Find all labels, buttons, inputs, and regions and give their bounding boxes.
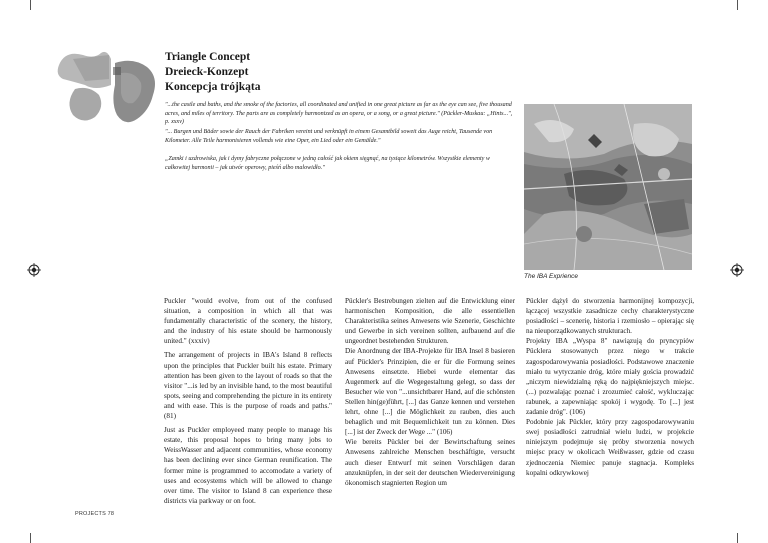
paragraph: Die Anordnung der IBA-Projekte für IBA Insel 8 basieren auf Pückler's Prinzipien, die er für die Formung seines Anwesens einsetzte. Hiebei wurde elementar das Augenmerk auf die Wegegestaltung gelegt, so dass der Besucher wie von "...unsichtbarer Hand, auf die schönsten Stellen hin(ge)führt, [...] das Ganze kennen und verstehen lehrt, ohne [...] die Möglichkeit zu rauben, dies auch behaglich und mit Bequemlichkeit tun zu können. Dies [...] ist der Zweck der Wege ..." (106): [345, 347, 515, 437]
column-german: [345, 296, 515, 488]
paragraph: Puckler "would evolve, from out of the confused situation, a composition in which all that was fundamentally characteristic of the scenery, the history, and the industry of his estate should be harmonously united." (xxxiv): [164, 297, 332, 346]
photo-caption: The IBA Exprience: [524, 273, 578, 280]
crop-mark-top-left: [30, 0, 31, 10]
paragraph: Projekty IBA „Wyspa 8" nawiązują do pryncypiów Pücklera stosowanych przez niego w trakcie zagospodarowywania posiadłości. Podstawowe znaczenie miało tu wytyczanie dróg, które miały gościa prowadzić „niczym niewidzialną ręką do najpiękniejszych miejsc. (...) pozwalając poznać i zrozumieć całość, wykluczając rabunek, a zapewniając spokój i wygodę. To [...] jest zadanie dróg". (106): [526, 337, 694, 417]
quote-german: "... Burgen und Bäder sowie der Rauch der Fabriken vereint und verknüpft in einem Gesamtbild soweit das Auge reicht, Tausende von Kilometer. Alle Teile harmonisieren vollends wie eine Oper, ein Lied oder ein Gemälde.": [165, 129, 493, 144]
quote-english: "...the castle and baths, and the smoke of the factories, all coordinated and unified in one great picture as far as the eye can see, five thousand acres, and miles of territory. The parts are as completely harmonized as an opera, or a song, or a great picture." (Pückler-Muskau: „Hints...", p. xxxv): [165, 102, 513, 126]
column-english: [164, 296, 332, 510]
title-german: Dreieck-Konzept: [165, 66, 249, 78]
title-polish: Koncepcja trójkąta: [165, 81, 261, 93]
paragraph: Podobnie jak Pückler, który przy zagospodarowywaniu swej posiadłości zatrudniał wielu ludzi, w projekcie niniejszym podejmuje się próby stworzenia nowych miejsc pracy w okolicach Weißwasser, gdzie od czasu zjednoczenia Niemiec panuje stagnacja. Kompleks kopalni odkrywkowej: [526, 418, 694, 477]
paragraph: Just as Puckler employeed many people to manage his estate, this proposal hopes to bring many jobs to WeissWasser and adjacent communities, whose economy has been declining ever since German reunification. The former mine is programmed to accomodate a variety of uses and ecosystems which will be allowed to change over time. The visitor to Island 8 can experience these districts via parkway or on foot.: [164, 426, 332, 505]
column-polish: [526, 296, 694, 478]
title-english: Triangle Concept: [165, 51, 251, 63]
crop-mark-bottom-right: [737, 533, 738, 543]
registration-mark-icon: [27, 263, 41, 277]
crop-mark-bottom-left: [30, 533, 31, 543]
paragraph: Pückler's Bestrebungen zielten auf die Entwicklung einer harmonischen Komposition, die alle essentiellen Charakteristika seines Anwesens wie Szenerie, Geschichte und Gewerbe in sich vereinen sollten, aufbauend auf die ungeordnet bestehenden Strukturen.: [345, 297, 515, 346]
aerial-photo: [524, 104, 692, 270]
page-folio: PROJECTS 78: [75, 511, 115, 517]
quote-polish: „Zamki i uzdrowiska, jak i dymy fabryczne połączone w jedną całość jak okiem sięgnąć, na tysiące kilometrów. Wszystkie elementy w całkowitej harmonii – jak utwór operowy, pieśń albo malowidło.": [165, 156, 490, 171]
title-block: [165, 50, 261, 95]
triangle-concept-logo: [55, 45, 160, 130]
registration-mark-icon: [730, 263, 744, 277]
paragraph: The arrangement of projects in IBA's Island 8 reflects upon the principles that Puckler built his estate. Primary attention has been given to the layout of roads so that the visitor "...is led by an invisible hand, to the most beautiful spots, seeing and comprehending the picture in its entirety and with ease. This is the purpose of roads and paths." (81): [164, 351, 332, 421]
paragraph: Wie bereits Pückler bei der Bewirtschaftung seines Anwesens zahlreiche Menschen beschäftigte, versucht auch dieser Entwurf mit seinen Vorschlägen daran anzuknüpfen, in der seit der deutschen Wiedervereinigung ökonomisch stagnierten Region um: [345, 438, 515, 487]
crop-mark-top-right: [737, 0, 738, 10]
paragraph: Pückler dążył do stworzenia harmonijnej kompozycji, łączącej wszystkie zasadnicze cechy charakterystyczne posiadłości – scenerię, historia i rzemiosło – opierając się na nieuporządkowanych strukturach.: [526, 297, 694, 336]
